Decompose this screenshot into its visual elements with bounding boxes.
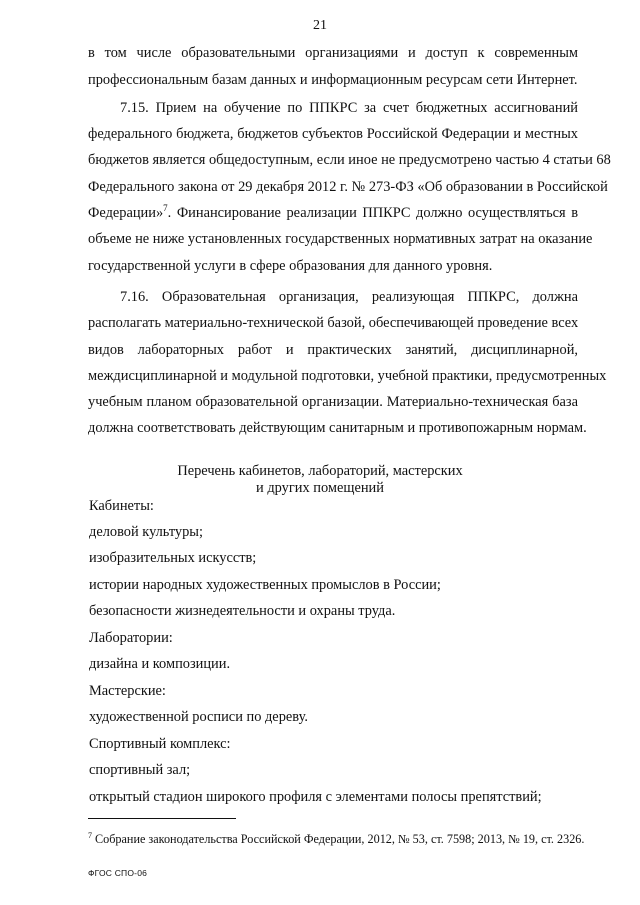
paragraph-7-16-line: располагать материально-технической базой, обеспечивающей проведение всех — [88, 315, 579, 331]
footnote-reference: 7 — [163, 203, 168, 214]
list-item: дизайна и композиции. — [89, 656, 231, 672]
list-item: истории народных художественных промыслов в России; — [89, 577, 441, 593]
paragraph-7-16-line: 7.16. Образовательная организация, реализующая ППКРС, должна — [120, 289, 578, 305]
list-item: художественной росписи по дереву. — [89, 709, 308, 725]
paragraph-7-16-line: видов лабораторных работ и практических занятий, дисциплинарной, — [88, 342, 578, 358]
paragraph-7-16-line: должна соответствовать действующим санитарным и противопожарным нормам. — [88, 420, 587, 436]
footnote — [88, 832, 588, 847]
paragraph-7-15-line: бюджетов является общедоступным, если иное не предусмотрено частью 4 статьи 68 — [88, 152, 611, 168]
paragraph-7-15-line: федерального бюджета, бюджетов субъектов Российской Федерации и местных — [88, 126, 578, 142]
list-item: Кабинеты: — [89, 498, 154, 514]
paragraph-7-15-line — [88, 204, 578, 222]
paragraph-7-16-line: междисциплинарной и модульной подготовки, учебной практики, предусмотренных — [88, 368, 607, 384]
paragraph-7-16-line: учебным планом образовательной организации. Материально-техническая база — [88, 394, 578, 410]
text-fragment: Федерации» — [88, 205, 164, 221]
text-fragment: . Финансирование реализации ППКРС должно осуществляться в — [167, 205, 578, 221]
list-item: Спортивный комплекс: — [89, 736, 231, 752]
list-item: деловой культуры; — [89, 524, 203, 540]
footnote-mark: 7 — [88, 830, 92, 840]
text-line: профессиональным базам данных и информационным ресурсам сети Интернет. — [88, 72, 578, 88]
list-item: Мастерские: — [89, 683, 166, 699]
list-item: Лаборатории: — [89, 630, 173, 646]
paragraph-7-15-line: 7.15. Прием на обучение по ППКРС за счет бюджетных ассигнований — [120, 100, 578, 116]
list-heading: Перечень кабинетов, лабораторий, мастерских — [177, 463, 463, 479]
list-item: изобразительных искусств; — [89, 550, 257, 566]
paragraph-7-15-line: объеме не ниже установленных государственных нормативных затрат на оказание — [88, 231, 593, 247]
footnote-separator — [88, 818, 236, 819]
text-line: в том числе образовательными организациями и доступ к современным — [88, 45, 578, 61]
list-item: спортивный зал; — [89, 762, 191, 778]
document-code: ФГОС СПО-06 — [88, 868, 148, 878]
list-item: безопасности жизнедеятельности и охраны труда. — [89, 603, 396, 619]
page-number: 21 — [313, 18, 327, 33]
paragraph-7-15-line: Федерального закона от 29 декабря 2012 г. № 273-ФЗ «Об образовании в Российской — [88, 179, 608, 195]
list-item: открытый стадион широкого профиля с элементами полосы препятствий; — [89, 789, 542, 805]
footnote-text: Собрание законодательства Российской Федерации, 2012, № 53, ст. 7598; 2013, № 19, ст. 2326. — [95, 832, 585, 846]
paragraph-7-15-line: государственной услуги в сфере образования для данного уровня. — [88, 258, 493, 274]
list-heading: и других помещений — [256, 480, 384, 496]
